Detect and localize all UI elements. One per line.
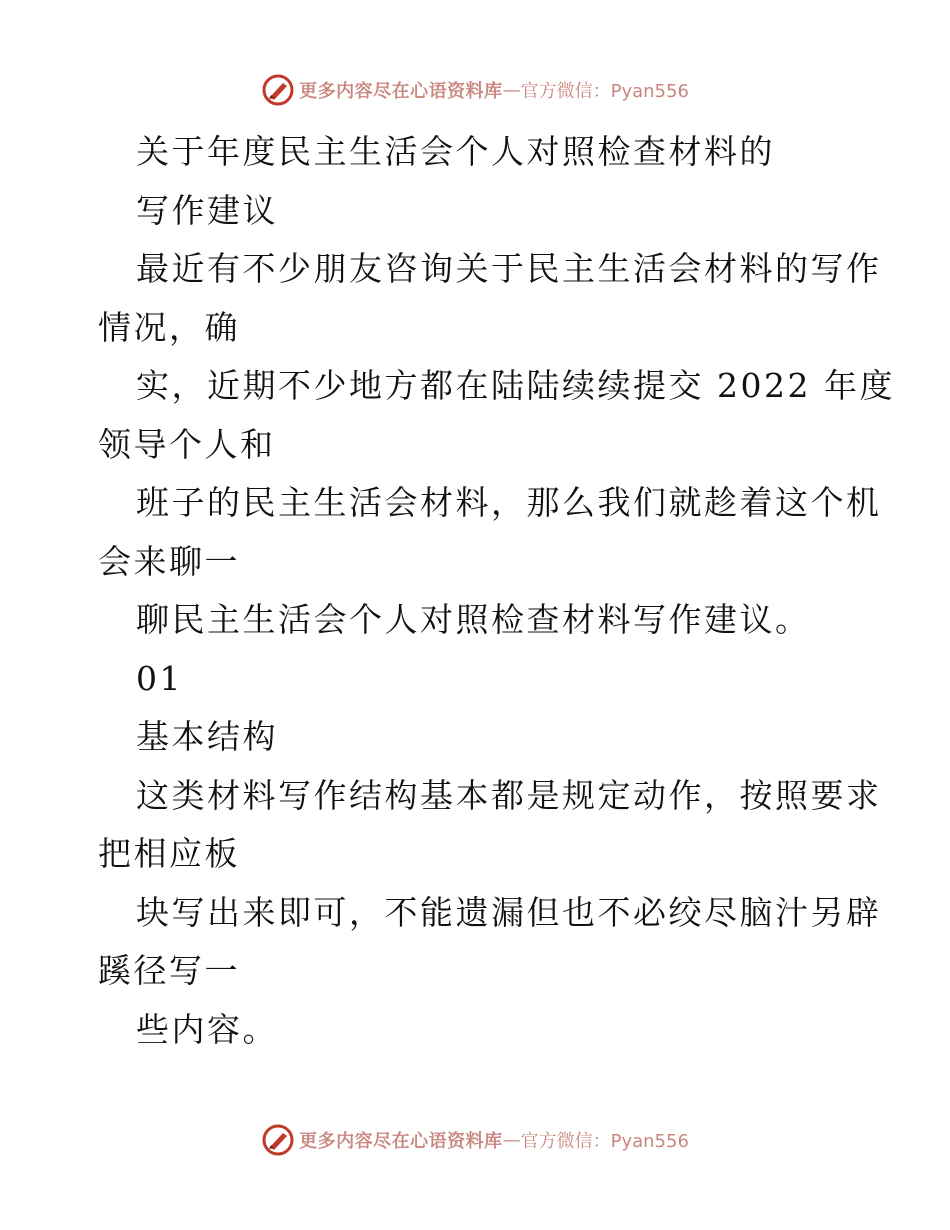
watermark-text: 更多内容尽在心语资料库: [299, 1131, 503, 1152]
doc-line: 蹊径写一: [98, 951, 240, 990]
watermark-contact: 官方微信：Pyan556: [520, 81, 689, 102]
footer-watermark: [0, 1120, 950, 1160]
watermark-text: 更多内容尽在心语资料库: [299, 81, 503, 102]
doc-line: 情况，确: [98, 307, 240, 347]
doc-line: 最近有不少朋友咨询关于民主生活会材料的写作: [136, 249, 882, 288]
doc-line: 班子的民主生活会材料，那么我们就趁着这个机: [136, 483, 882, 522]
document-body: [98, 123, 895, 1059]
doc-line: 写作建议: [136, 190, 278, 230]
red-circle-pen-logo-icon: [261, 73, 295, 107]
doc-line: 领导个人和: [98, 424, 276, 464]
header-watermark: [0, 70, 950, 110]
doc-line: 01: [136, 658, 183, 698]
doc-line: 会来聊一: [98, 541, 240, 581]
watermark-separator: —: [502, 79, 521, 101]
doc-line: 些内容。: [136, 1009, 278, 1049]
doc-line: 基本结构: [136, 717, 278, 756]
doc-line: 实，近期不少地方都在陆陆续续提交 2022 年度: [136, 366, 895, 405]
watermark-contact: 官方微信：Pyan556: [520, 1131, 689, 1152]
watermark-separator: —: [502, 1129, 521, 1151]
doc-line: 把相应板: [98, 834, 240, 873]
red-circle-pen-logo-icon: [261, 1123, 295, 1157]
doc-line: 块写出来即可，不能遗漏但也不必绞尽脑汁另辟: [136, 892, 882, 932]
doc-line: 关于年度民主生活会个人对照检查材料的: [136, 132, 775, 171]
doc-line: 这类材料写作结构基本都是规定动作，按照要求: [136, 775, 882, 815]
doc-line: 聊民主生活会个人对照检查材料写作建议。: [136, 600, 811, 639]
